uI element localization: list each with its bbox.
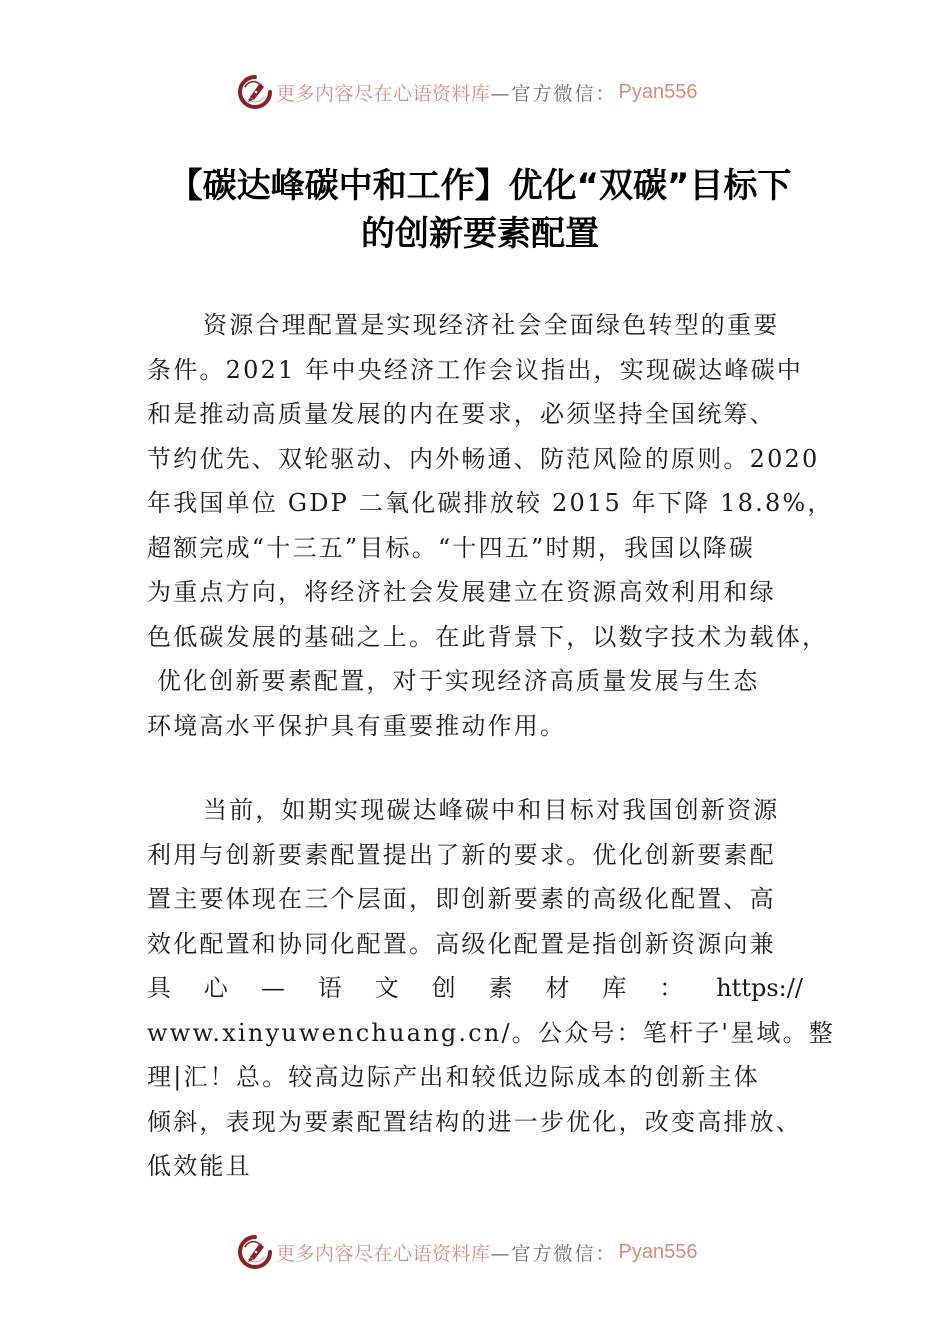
banner-official-wechat-label: —官方微信： (490, 1242, 617, 1265)
title-line-1: 【碳达峰碳中和工作】优化“双碳”目标下 (168, 166, 792, 206)
banner-main-text: 更多内容尽在心语资料库 (276, 1242, 491, 1265)
text-line: 当前，如期实现碳达峰碳中和目标对我国创新资源 (203, 796, 780, 824)
text-line: 环境高水平保护具有重要推动作用。 (147, 711, 567, 740)
text-line: 为重点方向，将经济社会发展建立在资源高效利用和绿 (147, 578, 776, 606)
spread-token: 心 (203, 974, 228, 1002)
text-line: 倾斜，表现为要素配置结构的进一步优化，改变高排放、 (147, 1107, 802, 1136)
pen-nib-swirl-logo-icon (238, 1235, 272, 1269)
text-line: 年我国单位 GDP 二氧化碳排放较 2015 年下降 18.8%， (147, 489, 834, 517)
banner-wechat-id: Pyan556 (618, 80, 698, 103)
spread-token: — (260, 974, 285, 1002)
text-line-url: www.xinyuwenchuang.cn/。公众号：笔杆子'星域。整 (147, 1018, 835, 1047)
body-paragraph-1 (147, 303, 834, 748)
text-line: 理|汇！总。较高边际产出和较低边际成本的创新主体 (147, 1063, 760, 1091)
text-line: 效化配置和协同化配置。高级化配置是指创新资源向兼 (147, 929, 776, 958)
spread-token: 创 (431, 974, 456, 1002)
text-line: 低效能且 (147, 1152, 252, 1180)
spread-token: ： (659, 974, 684, 1002)
header-watermark-banner (238, 72, 738, 112)
text-line: 和是推动高质量发展的内在要求，必须坚持全国统筹、 (147, 400, 776, 428)
text-line: 色低碳发展的基础之上。在此背景下，以数字技术为载体， (147, 622, 829, 651)
spread-token: 材 (545, 974, 570, 1002)
spread-token: 语 (317, 974, 342, 1002)
spread-token: 文 (374, 974, 399, 1002)
url-text: https:// (716, 974, 803, 1002)
title-line-2: 的创新要素配置 (361, 214, 599, 254)
text-line: 超额完成“十三五”目标。“十四五”时期，我国以降碳 (147, 533, 756, 562)
spread-token: 具 (147, 974, 171, 1002)
pen-nib-swirl-logo-icon (238, 75, 272, 109)
banner-wechat-id: Pyan556 (618, 1240, 698, 1263)
text-line: 资源合理配置是实现经济社会全面绿色转型的重要 (203, 311, 780, 339)
text-line: 利用与创新要素配置提出了新的要求。优化创新要素配 (147, 840, 776, 869)
spread-token: 素 (488, 974, 513, 1002)
document-title (130, 162, 830, 258)
banner-main-text: 更多内容尽在心语资料库 (276, 82, 491, 105)
text-line: 条件。2021 年中央经济工作会议指出，实现碳达峰碳中 (147, 355, 804, 384)
body-paragraph-2 (147, 788, 835, 1189)
banner-official-wechat-label: —官方微信： (490, 82, 617, 105)
spread-token: 库 (602, 974, 627, 1002)
spread-text-line-with-url (147, 966, 803, 1011)
footer-watermark-banner (238, 1232, 738, 1272)
text-line: 节约优先、双轮驱动、内外畅通、防范风险的原则。2020 (147, 444, 820, 473)
text-line: 优化创新要素配置，对于实现经济高质量发展与生态 (147, 667, 760, 695)
text-line: 置主要体现在三个层面，即创新要素的高级化配置、高 (147, 885, 776, 913)
